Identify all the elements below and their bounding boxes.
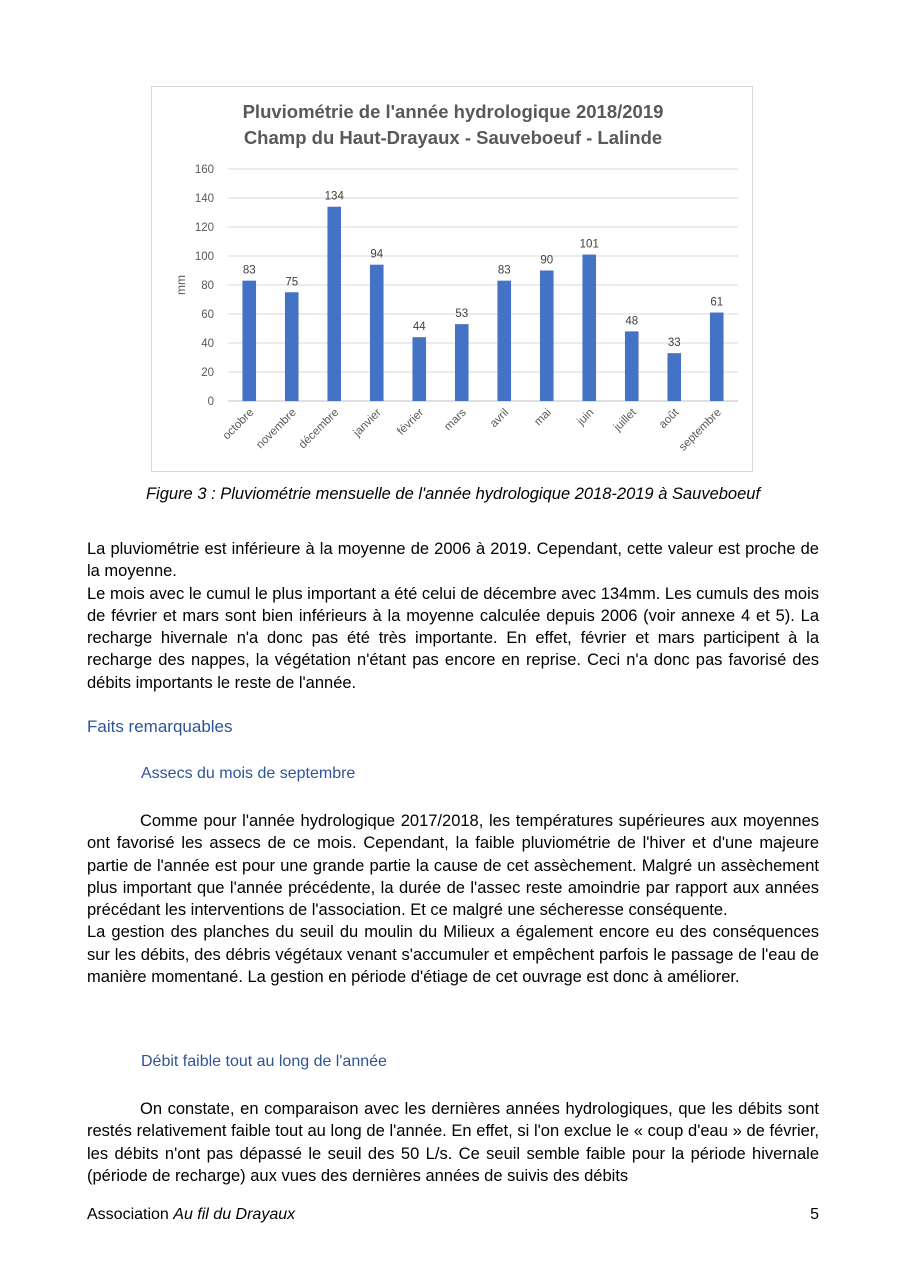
assecs-paragraph-1: Comme pour l'année hydrologique 2017/2018, les températures supérieures aux moyennes ont favorisé les assecs de ce mois. Cependant, la faible pluviométrie de l'hiver et d'une majeure partie de l'année est pour une grande partie la cause de cet assèchement. Malgré un assèchement plus important que l'année précédente, la durée de l'assec reste amoindrie par rapport aux années précédant les interventions de l'association. Et ce malgré une sécheresse conséquente. <box>87 812 819 920</box>
y-tick-label: 80 <box>201 280 214 292</box>
data-label: 83 <box>497 264 511 277</box>
assecs-text <box>87 810 819 988</box>
data-label: 44 <box>412 321 426 334</box>
x-tick-label: mars <box>442 406 469 434</box>
data-label: 83 <box>242 264 256 277</box>
intro-paragraph-1: La pluviométrie est inférieure à la moyenne de 2006 à 2019. Cependant, cette valeur est proche de la moyenne. <box>87 540 819 581</box>
subsection-heading-debit: Débit faible tout au long de l'année <box>141 1053 387 1070</box>
x-tick-label: avril <box>487 406 512 431</box>
y-tick-label: 140 <box>194 193 214 205</box>
bar-novembre <box>285 292 299 401</box>
x-tick-label: décembre <box>296 406 342 452</box>
figure-caption: Figure 3 : Pluviométrie mensuelle de l'année hydrologique 2018-2019 à Sauveboeuf <box>145 485 761 503</box>
page-number: 5 <box>810 1206 819 1223</box>
chart-svg <box>152 87 754 473</box>
intro-text <box>87 538 819 694</box>
y-tick-label: 120 <box>194 222 214 234</box>
bar-juin <box>582 255 596 401</box>
bar-septembre <box>710 313 724 401</box>
bar-janvier <box>370 265 384 401</box>
x-tick-label: octobre <box>220 406 257 443</box>
y-tick-label: 100 <box>194 251 214 263</box>
y-axis-label: mm <box>174 275 188 295</box>
data-label: 48 <box>625 315 639 328</box>
data-label: 94 <box>370 248 384 261</box>
x-tick-label: novembre <box>254 406 299 452</box>
data-label: 90 <box>540 254 554 267</box>
x-tick-label: septembre <box>676 406 724 454</box>
data-label: 33 <box>667 337 681 350</box>
x-tick-label: juin <box>575 406 597 428</box>
footer-organization <box>87 1206 295 1224</box>
y-tick-label: 40 <box>201 338 214 350</box>
footer-org-prefix: Association <box>87 1206 169 1223</box>
x-tick-label: juillet <box>611 406 639 434</box>
intro-paragraph-2: Le mois avec le cumul le plus important a été celui de décembre avec 134mm. Les cumuls des mois de février et mars sont bien inférieurs à la moyenne calculée depuis 2006 (voir annexe 4 et 5). La recharge hivernale n'a donc pas été très importante. En effet, février et mars participent à la recharge des nappes, la végétation n'étant pas encore en reprise. Ceci n'a donc pas favorisé des débits importants le reste de l'année. <box>87 584 819 692</box>
bar-décembre <box>327 207 341 401</box>
footer-org-name: Au fil du Drayaux <box>173 1206 296 1223</box>
section-heading: Faits remarquables <box>87 717 233 736</box>
bar-octobre <box>242 281 256 401</box>
bar-juillet <box>625 331 639 401</box>
chart-title: Pluviométrie de l'année hydrologique 2018/2019 <box>242 101 664 122</box>
data-label: 134 <box>324 190 344 203</box>
y-tick-label: 60 <box>201 309 214 321</box>
bar-février <box>412 337 426 401</box>
bar-mai <box>540 271 554 402</box>
data-label: 75 <box>285 276 299 289</box>
x-tick-label: février <box>395 406 427 438</box>
bar-avril <box>497 281 511 401</box>
data-label: 53 <box>455 308 469 321</box>
chart-subtitle: Champ du Haut-Drayaux - Sauveboeuf - Lalinde <box>243 127 663 148</box>
x-tick-label: janvier <box>351 406 384 440</box>
x-tick-label: août <box>657 406 682 431</box>
data-label: 101 <box>579 238 599 251</box>
y-tick-label: 20 <box>201 367 214 379</box>
y-tick-label: 160 <box>194 164 214 176</box>
data-label: 61 <box>710 296 724 309</box>
y-tick-label: 0 <box>207 396 214 408</box>
x-tick-label: mai <box>532 406 554 429</box>
assecs-paragraph-2: La gestion des planches du seuil du moulin du Milieux a également encore eu des conséquences sur les débits, des débris végétaux venant s'accumuler et empêchent parfois le passage de l'eau de manière momentané. La gestion en période d'étiage de cet ouvrage est donc à améliorer. <box>87 923 819 987</box>
subsection-heading-assecs: Assecs du mois de septembre <box>141 765 356 782</box>
bar-mars <box>455 324 469 401</box>
bar-août <box>667 353 681 401</box>
debit-text <box>87 1098 819 1187</box>
rainfall-chart <box>151 86 753 472</box>
debit-paragraph-1: On constate, en comparaison avec les dernières années hydrologiques, que les débits sont restés relativement faible tout au long de l'année. En effet, si l'on exclue le « coup d'eau » de février, les débits n'ont pas dépassé le seuil des 50 L/s. Ce seuil semble faible pour la période hivernale (période de recharge) aux vues des dernières années de suivis des débits <box>87 1100 819 1185</box>
